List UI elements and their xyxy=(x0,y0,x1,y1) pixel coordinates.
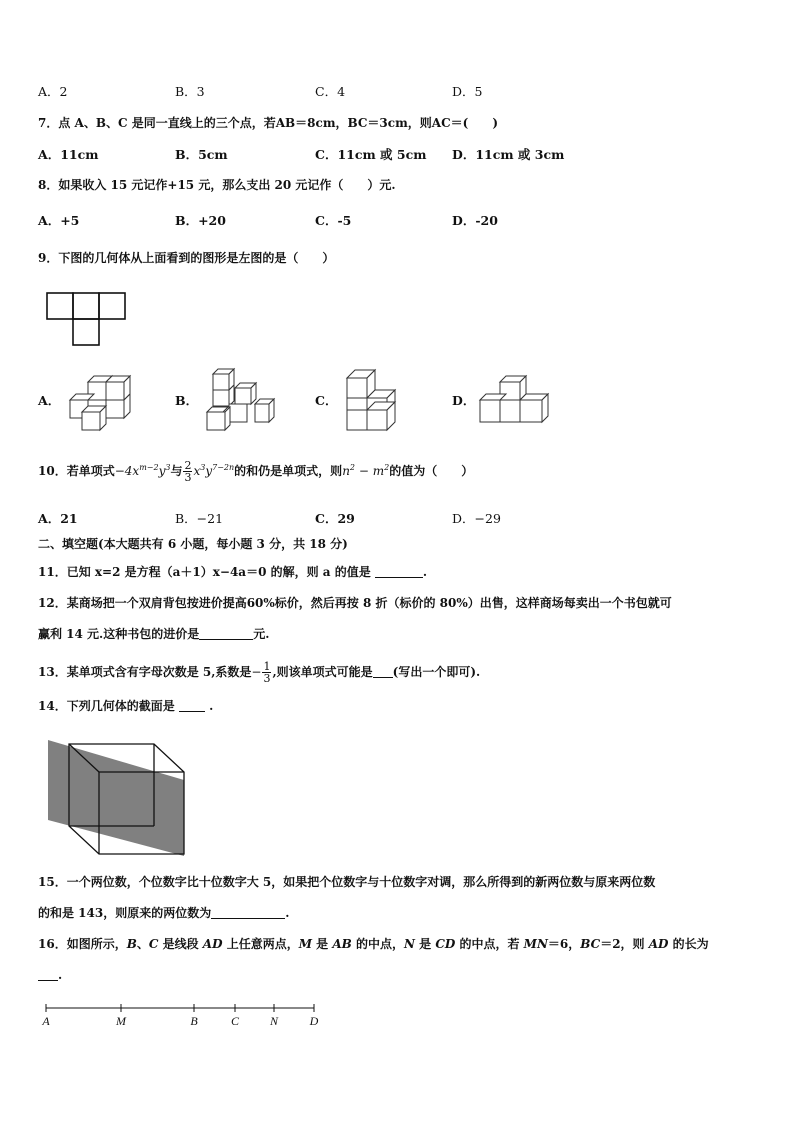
q16-ad: AD xyxy=(202,937,223,951)
q7-option-d: D．11cm 或 3cm xyxy=(452,147,565,162)
q10-option-a: A．21 xyxy=(38,511,78,526)
q10-term1-xexp: m−2 xyxy=(139,463,159,472)
q10-fraction xyxy=(183,460,192,483)
q13-text2: ,则该单项式可能是 xyxy=(272,665,373,679)
q10-expr-minus: − xyxy=(355,464,373,478)
q13 xyxy=(38,661,480,684)
q10-expression xyxy=(342,464,389,478)
q16-point-c-label: C xyxy=(230,1014,240,1028)
q15-text: 的和是 143，则原来的两位数为 xyxy=(38,906,212,920)
q9-top-view-figure xyxy=(46,292,128,348)
q16-point-m-label: M xyxy=(116,1014,126,1028)
q8-option-b: B．+20 xyxy=(175,213,226,228)
q8-option-c: C．-5 xyxy=(315,213,352,228)
q15-end: . xyxy=(285,906,290,920)
q12-line2 xyxy=(38,626,269,642)
q6-option-a: A．2 xyxy=(38,84,68,99)
q14-end: . xyxy=(209,699,214,713)
q9-option-c-solid xyxy=(343,366,407,436)
q10-term2-x: x xyxy=(193,464,201,478)
q16-bc: BC xyxy=(580,937,601,951)
q10-term1 xyxy=(115,464,171,478)
q11 xyxy=(38,564,427,580)
q16-ad2: AD xyxy=(648,937,669,951)
q16-ab: AB xyxy=(332,937,352,951)
q11-answer-blank[interactable] xyxy=(375,565,423,578)
q10-expr-nexp: 2 xyxy=(349,463,356,472)
q10-option-d: D．−29 xyxy=(452,511,501,526)
q16-point-b-label: B xyxy=(190,1014,198,1028)
q9-label-b: B． xyxy=(175,393,199,408)
q13-frac-sign: − xyxy=(251,665,262,679)
q16-cd: CD xyxy=(435,937,456,951)
q13-tail: (写出一个即可). xyxy=(392,665,481,679)
q13-frac-num: 1 xyxy=(263,660,271,673)
q15-line2 xyxy=(38,905,289,921)
q9-option-b-solid xyxy=(205,366,277,438)
q9-stem: 9．下图的几何体从上面看到的图形是左图的是（ ） xyxy=(38,251,335,265)
q10-option-c: C．29 xyxy=(315,511,355,526)
q9-option-d-solid xyxy=(478,370,558,428)
q16-t6: 是 xyxy=(414,937,436,951)
q16-mn: MN xyxy=(523,937,548,951)
q16-line2 xyxy=(38,967,62,983)
q16-point-n-label: N xyxy=(269,1014,279,1028)
q14-cube-section-figure xyxy=(44,738,189,858)
q16-point-d-label: D xyxy=(309,1014,319,1028)
q10-term1-x: x xyxy=(132,464,140,478)
q9-option-a-solid xyxy=(68,370,138,432)
q10-option-b: B．−21 xyxy=(175,511,224,526)
q12-end: 元. xyxy=(253,627,270,641)
q14-text: 14．下列几何体的截面是 xyxy=(38,699,175,713)
q16-t8: ＝6， xyxy=(547,937,581,951)
q10-frac-num: 2 xyxy=(184,459,192,472)
q8-option-d: D．-20 xyxy=(452,213,498,228)
q10-stem xyxy=(38,460,473,483)
q10-expr-n: n xyxy=(342,464,350,478)
q7-stem: 7．点 A、B、C 是同一直线上的三个点，若AB＝8cm，BC＝3cm，则AC＝( ) xyxy=(38,116,499,130)
q16-t0: 16．如图所示， xyxy=(38,937,127,951)
q16-t5: 的中点， xyxy=(351,937,404,951)
q8-option-a: A．+5 xyxy=(38,213,80,228)
q13-fraction xyxy=(262,661,271,684)
q10-term2-yexp: 7−2n xyxy=(212,463,235,472)
q12-answer-blank[interactable] xyxy=(199,627,253,640)
q16-n: N xyxy=(404,937,415,951)
q6-option-c: C．4 xyxy=(315,84,346,99)
q14-answer-blank[interactable] xyxy=(179,699,205,712)
q16-t2: 是线段 xyxy=(158,937,203,951)
q10-tail: 的值为（ ） xyxy=(389,464,474,478)
q10-prefix: 10．若单项式 xyxy=(38,464,115,478)
q7-option-b: B．5cm xyxy=(175,147,228,162)
q8-stem: 8．如果收入 15 元记作+15 元，那么支出 20 元记作（ ）元. xyxy=(38,178,396,192)
q9-label-d: D． xyxy=(452,393,476,408)
q15-line1: 15．一个两位数，个位数字比十位数字大 5，如果把个位数字与十位数字对调，那么所得到的新两位数与原来两位数 xyxy=(38,875,656,889)
q16-t4: 是 xyxy=(312,937,333,951)
q16-answer-blank[interactable] xyxy=(38,968,58,981)
q10-term1-coef: −4 xyxy=(114,464,133,478)
q10-frac-den: 3 xyxy=(184,471,192,484)
q10-term2-xexp: 3 xyxy=(200,463,206,472)
q7-option-c: C．11cm 或 5cm xyxy=(315,147,427,162)
q16-t9: ＝2，则 xyxy=(600,937,649,951)
q13-answer-blank[interactable] xyxy=(373,665,393,678)
q10-expr-mexp: 2 xyxy=(384,463,390,472)
q11-end: . xyxy=(422,565,428,579)
q15-answer-blank[interactable] xyxy=(211,906,285,919)
q16-c: C xyxy=(148,937,159,951)
q16-t1: 、 xyxy=(136,937,149,951)
q13-text: 13．某单项式含有字母次数是 5,系数是 xyxy=(38,665,252,679)
q10-condition: 的和仍是单项式，则 xyxy=(234,464,343,478)
q10-and: 与 xyxy=(170,464,183,478)
q16-segment-figure xyxy=(38,1000,328,1032)
q6-option-b: B．3 xyxy=(175,84,205,99)
q16-line1 xyxy=(38,936,709,952)
q7-option-a: A．11cm xyxy=(38,147,99,162)
section-2-heading: 二、填空题(本大题共有 6 小题，每小题 3 分，共 18 分) xyxy=(38,537,348,551)
q9-label-c: C． xyxy=(315,393,338,408)
q9-label-a: A． xyxy=(38,393,61,408)
q16-b: B xyxy=(126,937,137,951)
q12-text: 赢利 14 元.这种书包的进价是 xyxy=(38,627,200,641)
q10-term1-y: y xyxy=(158,464,166,478)
q16-t7: 的中点，若 xyxy=(455,937,524,951)
q16-t3: 上任意两点， xyxy=(222,937,299,951)
q10-term2 xyxy=(193,464,234,478)
q16-end: . xyxy=(58,968,63,982)
q14 xyxy=(38,698,213,714)
q10-expr-m: m xyxy=(372,464,385,478)
q16-m: M xyxy=(298,937,312,951)
q6-option-d: D．5 xyxy=(452,84,483,99)
q13-frac-den: 3 xyxy=(263,672,271,685)
q10-term1-yexp: 3 xyxy=(165,463,171,472)
q12-line1: 12．某商场把一个双肩背包按进价提高60%标价，然后再按 8 折（标价的 80%）出售，这样商场每卖出一个书包就可 xyxy=(38,596,672,610)
q10-term2-y: y xyxy=(205,464,213,478)
q16-t10: 的长为 xyxy=(668,937,709,951)
q11-text: 11．已知 x=2 是方程（a＋1）x−4a＝0 的解，则 a 的值是 xyxy=(38,565,371,579)
q16-point-a-label: A xyxy=(42,1014,50,1028)
